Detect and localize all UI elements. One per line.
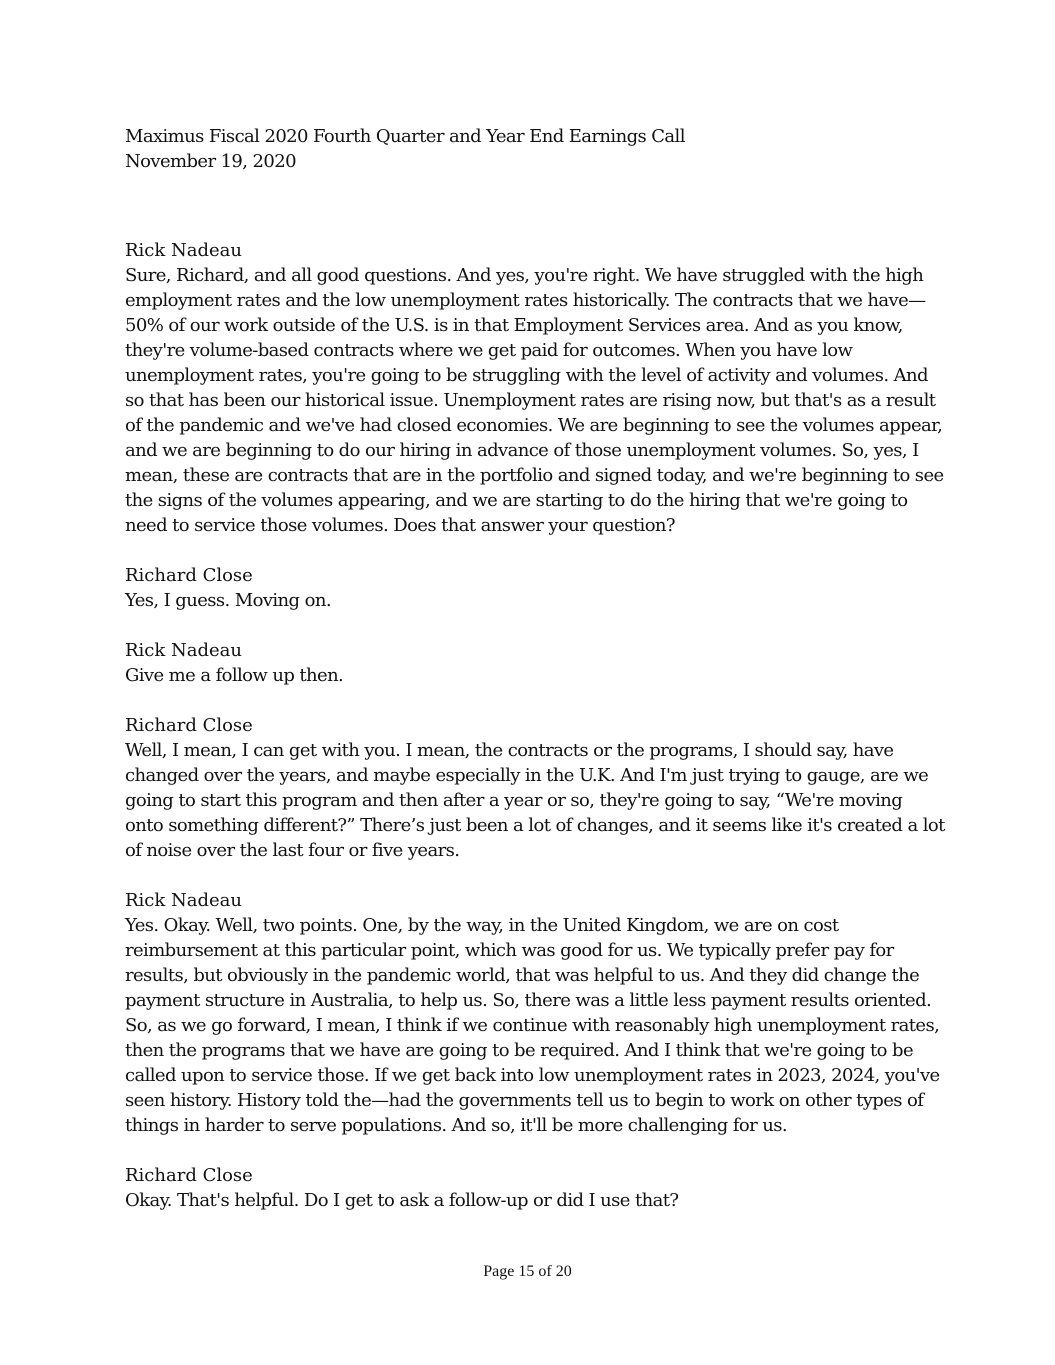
transcript: [125, 238, 945, 1238]
speaker-text: Yes, I guess. Moving on.: [125, 590, 331, 611]
transcript-turn: [125, 1163, 945, 1213]
speaker-name: Rick Nadeau: [125, 240, 242, 261]
document-title: Maximus Fiscal 2020 Fourth Quarter and Year End Earnings Call: [125, 126, 685, 147]
transcript-turn: [125, 563, 945, 613]
speaker-text: Well, I mean, I can get with you. I mean, the contracts or the programs, I should say, have changed over the years, and maybe especially in the U.K. And I'm just trying to gauge, are we going to start this program and then after a year or so, they're going to say, “We're moving onto something different?” There’s just been a lot of changes, and it seems like it's created a lot of noise over the last four or five years.: [125, 740, 945, 861]
speaker-name: Rick Nadeau: [125, 640, 242, 661]
document-date: November 19, 2020: [125, 151, 296, 172]
speaker-text: Give me a follow up then.: [125, 665, 344, 686]
document-header: [125, 124, 945, 174]
speaker-text: Yes. Okay. Well, two points. One, by the way, in the United Kingdom, we are on cost reimbursement at this particular point, which was good for us. We typically prefer pay for results, but obviously in the pandemic world, that was helpful to us. And they did change the payment structure in Australia, to help us. So, there was a little less payment results oriented. So, as we go forward, I mean, I think if we continue with reasonably high unemployment rates, then the programs that we have are going to be required. And I think that we're going to be called upon to service those. If we get back into low unemployment rates in 2023, 2024, you've seen history. History told the—had the governments tell us to begin to work on other types of things in harder to serve populations. And so, it'll be more challenging for us.: [125, 915, 940, 1136]
speaker-name: Richard Close: [125, 715, 253, 736]
transcript-turn: [125, 888, 945, 1138]
transcript-turn: [125, 238, 945, 538]
speaker-text: Okay. That's helpful. Do I get to ask a follow-up or did I use that?: [125, 1190, 679, 1211]
speaker-name: Rick Nadeau: [125, 890, 242, 911]
transcript-turn: [125, 713, 945, 863]
speaker-name: Richard Close: [125, 1165, 253, 1186]
speaker-text: Sure, Richard, and all good questions. And yes, you're right. We have struggled with the high employment rates and the low unemployment rates historically. The contracts that we have—50% of our work outside of the U.S. is in that Employment Services area. And as you know, they're volume-based contracts where we get paid for outcomes. When you have low unemployment rates, you're going to be struggling with the level of activity and volumes. And so that has been our historical issue. Unemployment rates are rising now, but that's as a result of the pandemic and we've had closed economies. We are beginning to see the volumes appear, and we are beginning to do our hiring in advance of those unemployment volumes. So, yes, I mean, these are contracts that are in the portfolio and signed today, and we're beginning to see the signs of the volumes appearing, and we are starting to do the hiring that we're going to need to service those volumes. Does that answer your question?: [125, 265, 944, 536]
transcript-turn: [125, 638, 945, 688]
page-number: Page 15 of 20: [483, 1263, 572, 1280]
speaker-name: Richard Close: [125, 565, 253, 586]
